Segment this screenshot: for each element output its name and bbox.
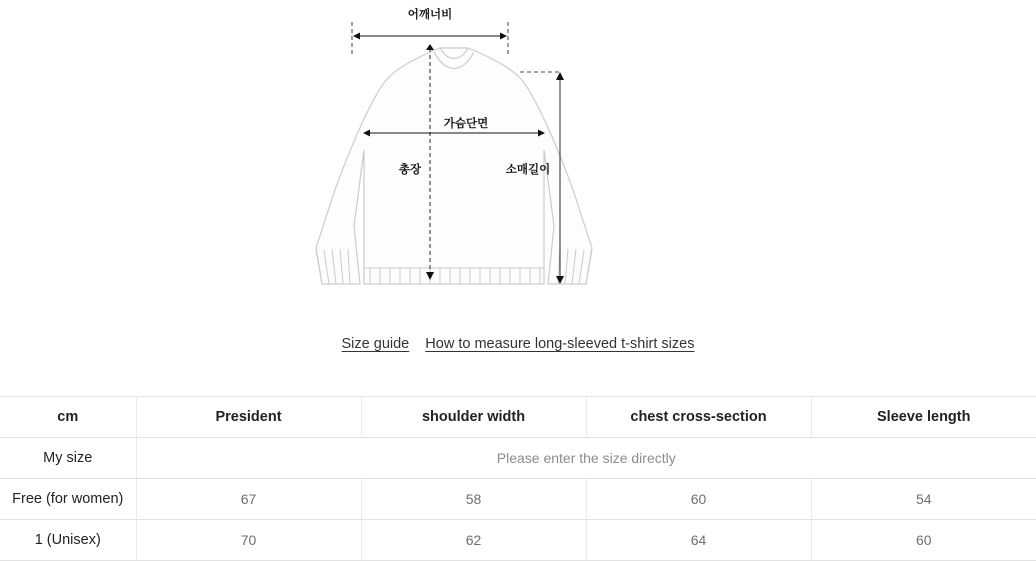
size-guide-link[interactable]: Size guide (341, 336, 410, 352)
cell-free-sleeve: 54 (811, 479, 1036, 520)
cell-unisex-president: 70 (136, 520, 361, 561)
row-label-free: Free (for women) (0, 479, 136, 520)
table-row-my-size (0, 438, 1036, 479)
how-to-measure-link[interactable]: How to measure long-sleeved t-shirt sizes (425, 336, 695, 352)
guide-links (0, 336, 1036, 352)
header-president: President (136, 397, 361, 438)
table-row-unisex (0, 520, 1036, 561)
sweater-diagram-svg (308, 0, 728, 310)
cell-unisex-sleeve: 60 (811, 520, 1036, 561)
cell-free-president: 67 (136, 479, 361, 520)
table-row-free (0, 479, 1036, 520)
cell-unisex-shoulder: 62 (361, 520, 586, 561)
header-chest-cross-section: chest cross-section (586, 397, 811, 438)
garment-outline (316, 48, 592, 284)
size-table-body (0, 438, 1036, 561)
cell-free-chest: 60 (586, 479, 811, 520)
header-shoulder-width: shoulder width (361, 397, 586, 438)
size-table (0, 396, 1036, 561)
table-header-row (0, 397, 1036, 438)
cell-free-shoulder: 58 (361, 479, 586, 520)
row-label-unisex: 1 (Unisex) (0, 520, 136, 561)
length-label: 총장 (398, 164, 422, 176)
cell-unisex-chest: 64 (586, 520, 811, 561)
shoulder-label: 어깨너비 (407, 9, 453, 21)
header-sleeve-length: Sleeve length (811, 397, 1036, 438)
header-unit: cm (0, 397, 136, 438)
sleeve-label: 소매길이 (505, 164, 551, 176)
row-label-my-size: My size (0, 438, 136, 479)
chest-label: 가슴단면 (443, 118, 489, 130)
my-size-input-cell[interactable]: Please enter the size directly (136, 438, 1036, 479)
size-table-head (0, 397, 1036, 438)
